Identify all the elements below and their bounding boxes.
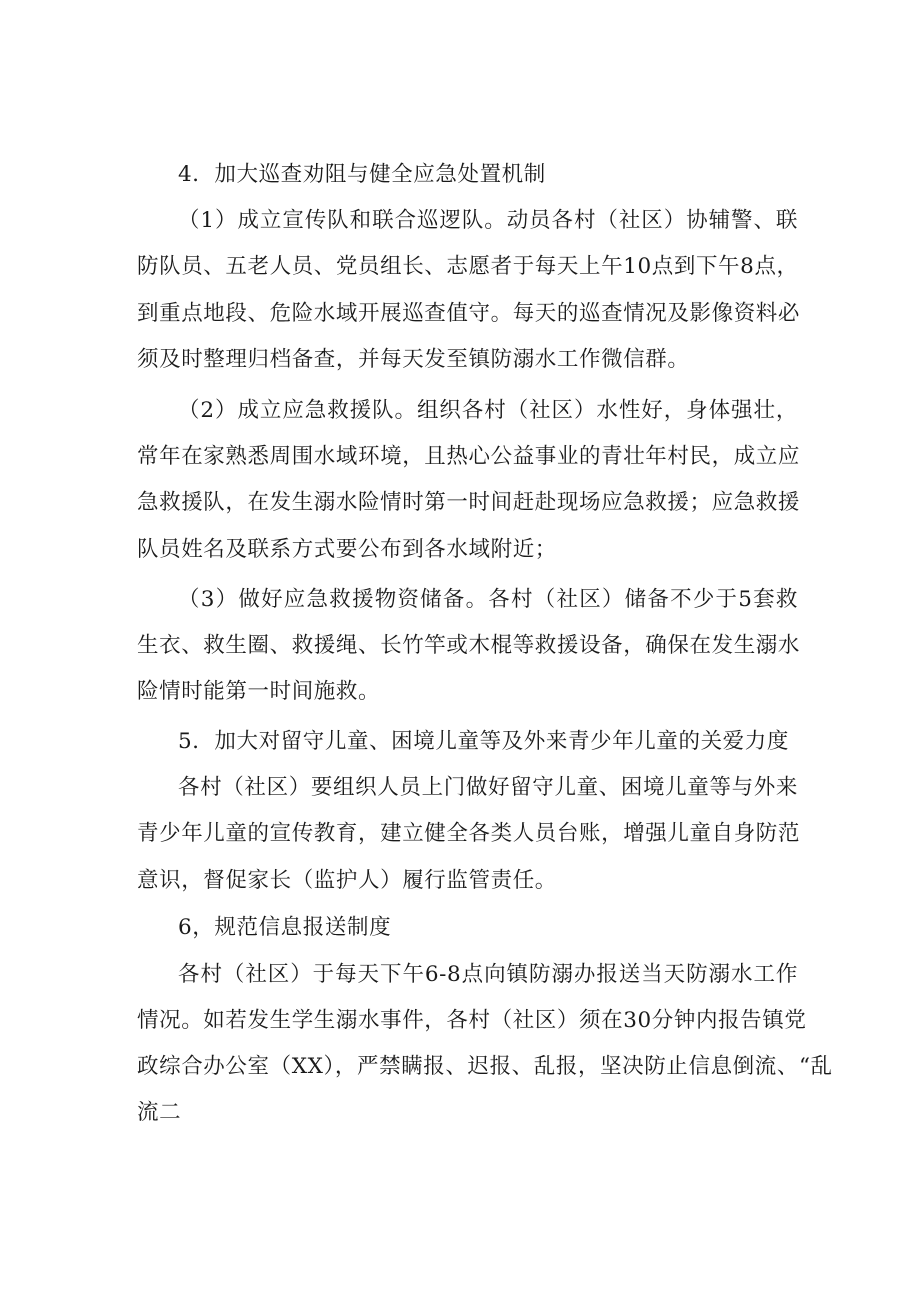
paragraph-line: 须及时整理归档备查，并每天发至镇防溺水工作微信群。: [137, 347, 690, 372]
paragraph-line: 意识，督促家长（监护人）履行监管责任。: [137, 868, 557, 893]
paragraph-line: 常年在家熟悉周围水域环境，且热心公益事业的青壮年村民，成立应: [137, 444, 801, 469]
section-heading-6: 6，规范信息报送制度: [178, 915, 392, 940]
section-heading-5: 5．加大对留守儿童、困境儿童等及外来青少年儿童的关爱力度: [178, 729, 789, 754]
paragraph-line: 防队员、五老人员、党员组长、志愿者于每天上午10点到下午8点，: [137, 254, 799, 279]
paragraph-line: 流二: [137, 1100, 182, 1125]
paragraph-line: 到重点地段、危险水域开展巡查值守。每天的巡查情况及影像资料必: [137, 301, 801, 326]
paragraph-line: 各村（社区）要组织人员上门做好留守儿童、困境儿童等与外来: [178, 775, 798, 800]
paragraph-line: 队员姓名及联系方式要公布到各水域附近；: [137, 537, 557, 562]
paragraph-line: 政综合办公室（XX），严禁瞒报、迟报、乱报，坚决防止信息倒流、“乱: [137, 1054, 833, 1079]
paragraph-line: （3）做好应急救援物资储备。各村（社区）储备不少于5套救: [178, 587, 798, 612]
paragraph-line: 青少年儿童的宣传教育，建立健全各类人员台账，增强儿童自身防范: [137, 821, 801, 846]
paragraph-line: 各村（社区）于每天下午6-8点向镇防溺办报送当天防溺水工作: [178, 962, 798, 987]
section-heading-4: 4．加大巡查劝阻与健全应急处置机制: [178, 162, 546, 187]
paragraph-line: 生衣、救生圈、救援绳、长竹竿或木棍等救援设备，确保在发生溺水: [137, 633, 801, 658]
paragraph-line: 急救援队，在发生溺水险情时第一时间赶赴现场应急救援；应急救援: [137, 490, 801, 515]
paragraph-line: （1）成立宣传队和联合巡逻队。动员各村（社区）协辅警、联: [178, 208, 798, 233]
paragraph-line: 情况。如若发生学生溺水事件，各村（社区）须在30分钟内报告镇党: [137, 1008, 807, 1033]
paragraph-line: （2）成立应急救援队。组织各村（社区）水性好，身体强壮，: [178, 398, 798, 423]
paragraph-line: 险情时能第一时间施救。: [137, 679, 381, 704]
